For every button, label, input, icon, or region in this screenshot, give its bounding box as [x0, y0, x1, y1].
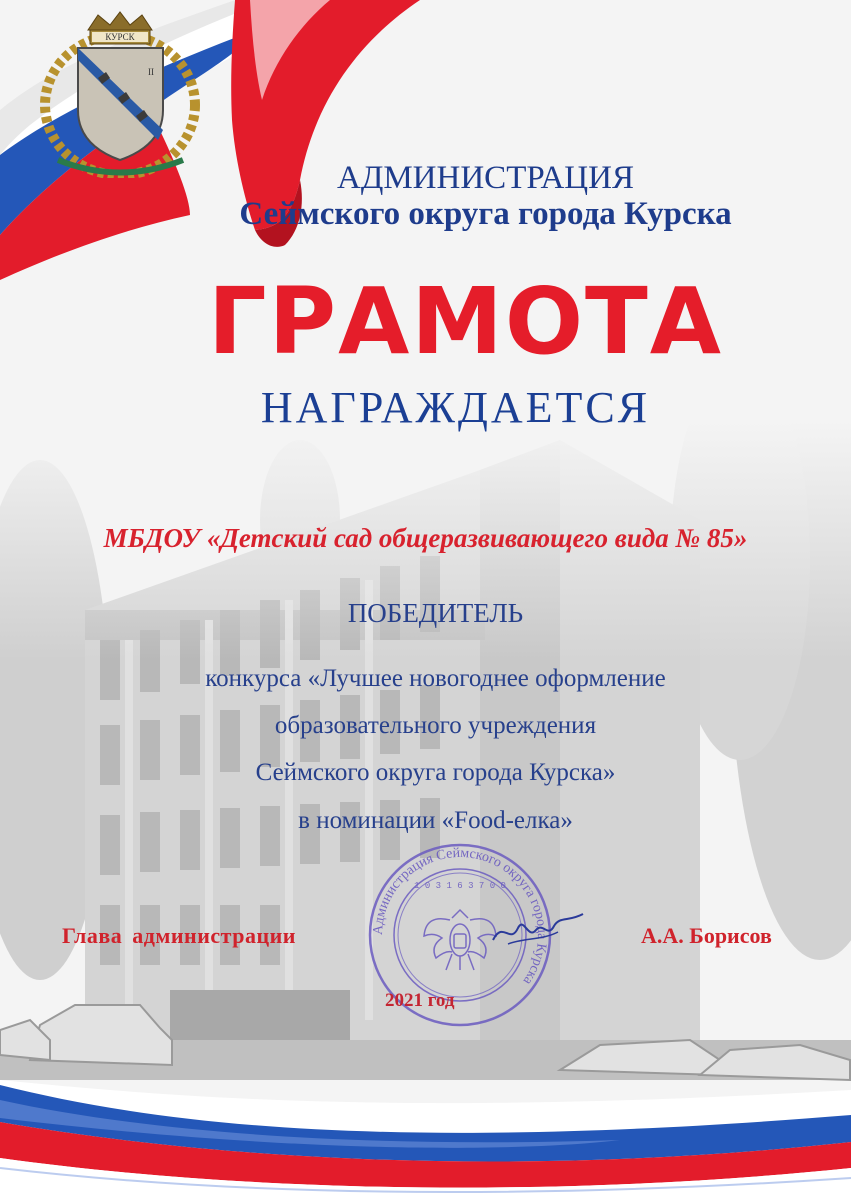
signatory-name: А.А. Борисов [641, 923, 772, 948]
handwritten-signature [488, 910, 588, 950]
stamp-ring-text: Администрация Сеймского округа города Курска [370, 845, 550, 988]
recipient-name: МБДОУ «Детский сад общеразвивающего вида № 85» [103, 523, 748, 553]
emblem-banner-text: КУРСК [105, 32, 135, 42]
description-line: конкурса «Лучшее новогоднее оформление [205, 665, 666, 692]
emblem-roman-numeral: II [148, 67, 154, 77]
org-name-line1: АДМИНИСТРАЦИЯ [337, 160, 634, 196]
winner-label: ПОБЕДИТЕЛЬ [347, 598, 524, 628]
signatory-role: Глава администрации [62, 923, 296, 948]
awarded-heading: НАГРАЖДАЕТСЯ [260, 383, 651, 432]
description-line: в номинации «Food-елка» [298, 807, 573, 834]
description-line: Сеймского округа города Курска» [255, 759, 616, 786]
description-line: образовательного учреждения [274, 712, 597, 739]
document-title: ГРАМОТА [208, 268, 723, 375]
russian-flag-ribbon-bottom [0, 1060, 851, 1200]
kursk-coat-of-arms-icon [38, 10, 203, 178]
stamp-code-digits: 1 0 3 1 6 3 7 0 0 [414, 881, 506, 891]
org-name-line2: Сеймского округа города Курска [239, 196, 732, 232]
award-year: 2021 год [385, 990, 455, 1011]
